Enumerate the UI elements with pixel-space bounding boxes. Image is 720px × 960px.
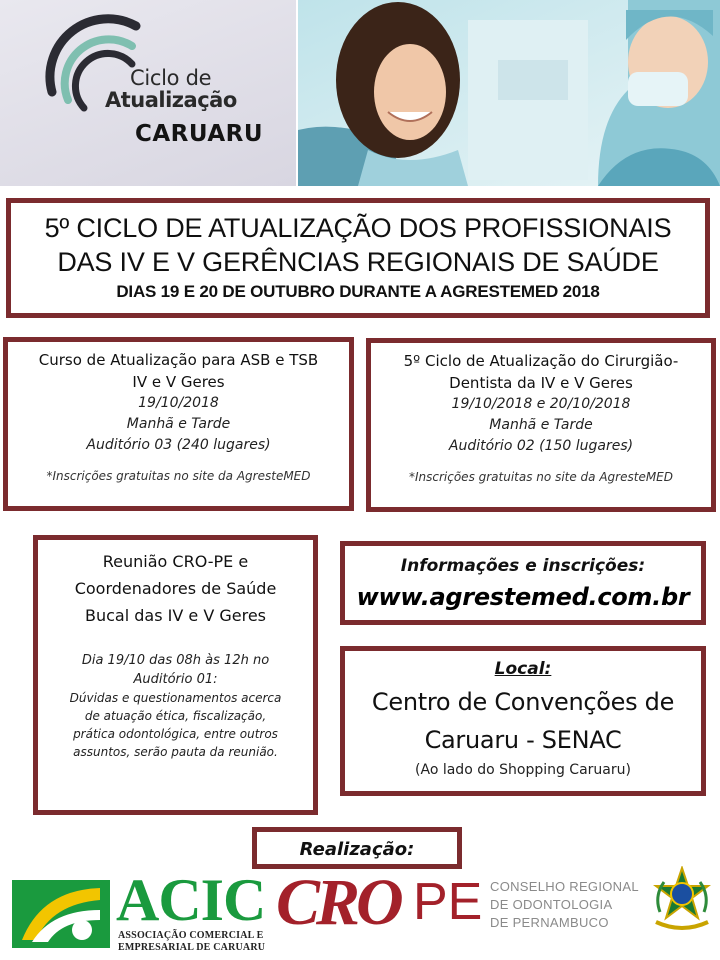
course-cd-period: Manhã e Tarde	[489, 417, 593, 433]
meeting-spacer	[44, 629, 307, 651]
course-asb-place: Auditório 03 (240 lugares)	[86, 437, 271, 453]
event-dates: DIAS 19 E 20 DE OUTUBRO DURANTE A AGRESTEMED 2018	[116, 282, 600, 301]
cro-council-name	[490, 878, 650, 932]
meeting-desc-line2: de atuação ética, fiscalização,	[84, 709, 267, 723]
meeting-box	[33, 535, 318, 815]
course-asb-date: 19/10/2018	[138, 395, 219, 411]
venue-box	[340, 646, 706, 796]
registration-label: Informações e inscrições:	[400, 556, 646, 576]
course-cd-title-line1: 5º Ciclo de Atualização do Cirurgião-	[403, 352, 679, 370]
course-cd-date: 19/10/2018 e 20/10/2018	[451, 396, 631, 412]
acic-subtitle-line1: ASSOCIAÇÃO COMERCIAL E	[118, 930, 264, 941]
event-title-line2: DAS IV E V GERÊNCIAS REGIONAIS DE SAÚDE	[57, 247, 659, 277]
cro-council-line2: DE ODONTOLOGIA	[490, 897, 613, 912]
registration-website: www.agrestemed.com.br	[356, 583, 690, 611]
meeting-desc-line3: prática odontológica, entre outros	[73, 727, 278, 741]
event-title-box	[6, 198, 710, 318]
course-cd-title-line2: Dentista da IV e V Geres	[449, 374, 633, 392]
logo-text-ciclo: Ciclo de	[130, 66, 212, 90]
venue-name-line2: Caruaru - SENAC	[424, 726, 622, 754]
brazil-coat-of-arms-icon	[650, 866, 714, 934]
course-asb-period: Manhã e Tarde	[126, 416, 231, 432]
acic-logo-text: ACIC	[116, 867, 266, 933]
acic-emblem-icon	[12, 880, 110, 948]
course-asb-note: *Inscrições gratuitas no site da AgresteMED	[46, 469, 311, 483]
cro-logo-mark: CRO	[276, 866, 400, 939]
course-cd-place: Auditório 02 (150 lugares)	[448, 438, 634, 454]
cro-council-line3: DE PERNAMBUCO	[490, 915, 609, 930]
venue-name-line1: Centro de Convenções de	[371, 688, 675, 716]
logo-text-atualizacao: Atualização	[105, 88, 237, 112]
registration-info-box	[340, 541, 706, 625]
meeting-when-line1: Dia 19/10 das 08h às 12h no	[81, 653, 270, 668]
cro-council-line1: CONSELHO REGIONAL	[490, 879, 639, 894]
course-asb-title-line2: IV e V Geres	[132, 373, 225, 391]
course-cd-note: *Inscrições gratuitas no site da AgresteMED	[408, 470, 674, 484]
course-asb-tsb-box	[3, 337, 354, 511]
course-asb-title-line1: Curso de Atualização para ASB e TSB	[38, 351, 319, 369]
venue-label: Local:	[494, 659, 552, 679]
meeting-title-line1: Reunião CRO-PE e	[102, 552, 249, 571]
dental-patient-illustration	[298, 0, 720, 186]
meeting-when-line2: Auditório 01:	[133, 672, 218, 687]
acic-subtitle-line2: EMPRESARIAL DE CARUARU	[118, 942, 266, 953]
organizers-label: Realização:	[299, 839, 415, 860]
meeting-title-line2: Coordenadores de Saúde	[74, 579, 277, 598]
course-cirurgiao-dentista-box	[366, 338, 716, 512]
meeting-desc-line4: assuntos, serão pauta da reunião.	[73, 745, 278, 759]
event-title-line1: 5º CICLO DE ATUALIZAÇÃO DOS PROFISSIONAIS	[44, 213, 672, 243]
organizers-label-box	[252, 827, 462, 869]
venue-note: (Ao lado do Shopping Caruaru)	[415, 762, 631, 778]
header-logo-panel	[0, 0, 296, 186]
cro-logo-state: PE	[413, 873, 483, 931]
meeting-desc-line1: Dúvidas e questionamentos acerca	[69, 691, 282, 705]
logo-text-city: CARUARU	[135, 121, 264, 147]
meeting-title-line3: Bucal das IV e V Geres	[85, 606, 266, 625]
dental-clinic-photo	[298, 0, 720, 186]
